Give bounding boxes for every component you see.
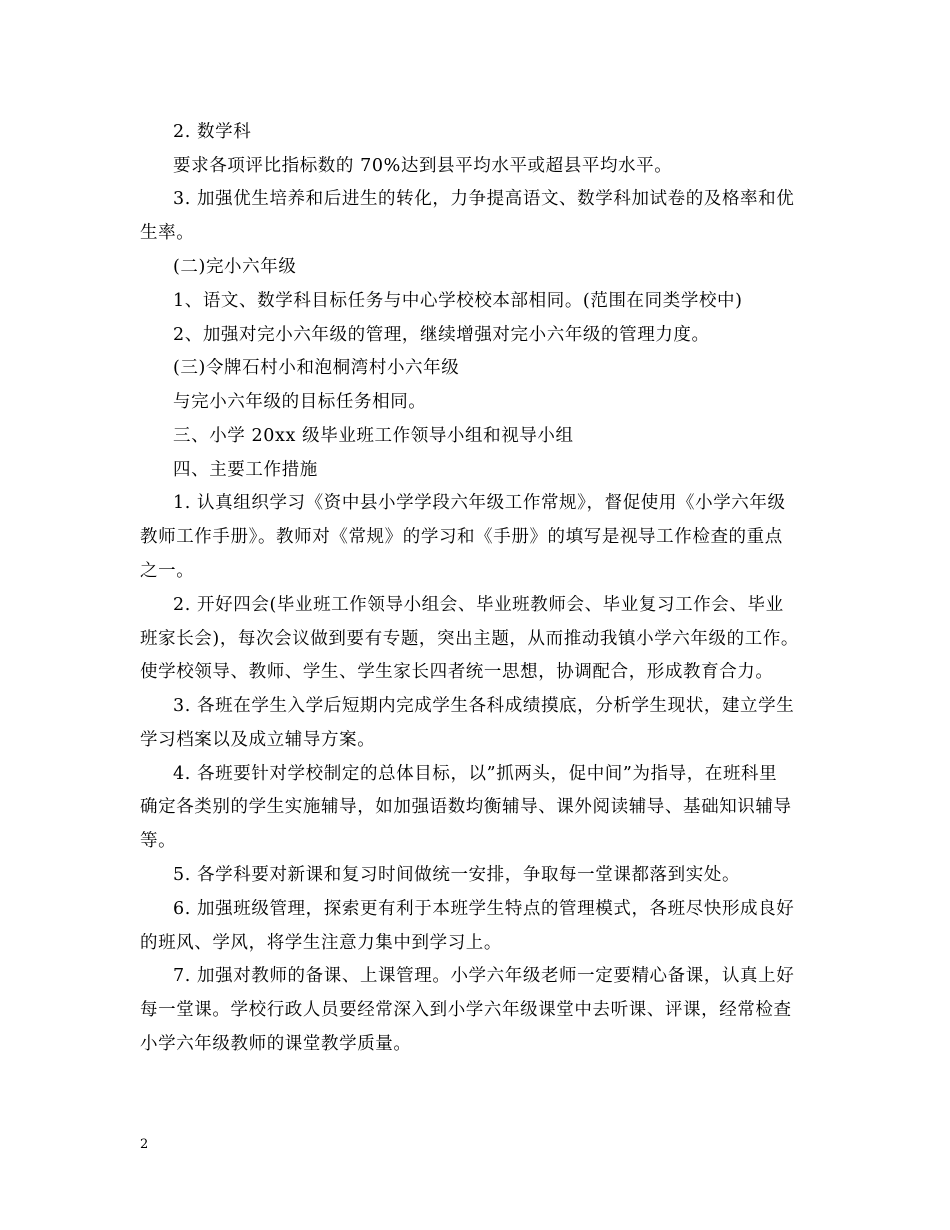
text-line: 等。 xyxy=(140,831,177,851)
text-line: 2. 数学科 xyxy=(173,122,252,142)
text-line: 5. 各学科要对新课和复习时间做统一安排，争取每一堂课都落到实处。 xyxy=(173,865,741,885)
text-line: 2、加强对完小六年级的管理，继续增强对完小六年级的管理力度。 xyxy=(173,325,710,345)
page-number: 2 xyxy=(140,1137,149,1152)
text-line: 要求各项评比指标数的 70%达到县平均水平或超县平均水平。 xyxy=(173,156,673,176)
text-line: 3. 加强优生培养和后进生的转化，力争提高语文、数学科加试卷的及格率和优 xyxy=(173,189,795,209)
text-line: 生率。 xyxy=(140,223,195,243)
text-line: 班家长会)，每次会议做到要有专题，突出主题，从而推动我镇小学六年级的工作。 xyxy=(140,629,800,649)
text-line: 三、小学 20xx 级毕业班工作领导小组和视导小组 xyxy=(173,426,574,446)
text-line: 7. 加强对教师的备课、上课管理。小学六年级老师一定要精心备课，认真上好 xyxy=(173,966,795,986)
text-line: 1. 认真组织学习《资中县小学学段六年级工作常规》，督促使用《小学六年级 xyxy=(173,493,786,513)
text-line: 4. 各班要针对学校制定的总体目标，以”抓两头，促中间”为指导，在班科里 xyxy=(173,764,778,784)
text-line: 6. 加强班级管理，探索更有利于本班学生特点的管理模式，各班尽快形成良好 xyxy=(173,899,795,919)
text-line: 1、语文、数学科目标任务与中心学校校本部相同。(范围在同类学校中) xyxy=(173,291,743,311)
text-line: 2. 开好四会(毕业班工作领导小组会、毕业班教师会、毕业复习工作会、毕业 xyxy=(173,595,784,615)
text-line: 小学六年级教师的课堂教学质量。 xyxy=(140,1034,412,1054)
text-line: 的班风、学风，将学生注意力集中到学习上。 xyxy=(140,933,502,953)
text-line: 每一堂课。学校行政人员要经常深入到小学六年级课堂中去听课、评课，经常检查 xyxy=(140,1000,792,1020)
text-line: 四、主要工作措施 xyxy=(173,460,318,480)
text-line: 之一。 xyxy=(140,561,195,581)
text-line: 确定各类别的学生实施辅导，如加强语数均衡辅导、课外阅读辅导、基础知识辅导 xyxy=(140,797,792,817)
text-line: 使学校领导、教师、学生、学生家长四者统一思想，协调配合，形成教育合力。 xyxy=(140,662,774,682)
text-line: 与完小六年级的目标任务相同。 xyxy=(173,392,427,412)
text-line: (三)令牌石村小和泡桐湾村小六年级 xyxy=(173,358,460,378)
text-line: 3. 各班在学生入学后短期内完成学生各科成绩摸底，分析学生现状，建立学生 xyxy=(173,696,795,716)
text-line: (二)完小六年级 xyxy=(173,257,297,277)
text-line: 教师工作手册》。教师对《常规》的学习和《手册》的填写是视导工作检查的重点 xyxy=(140,527,783,547)
text-line: 学习档案以及成立辅导方案。 xyxy=(140,730,376,750)
